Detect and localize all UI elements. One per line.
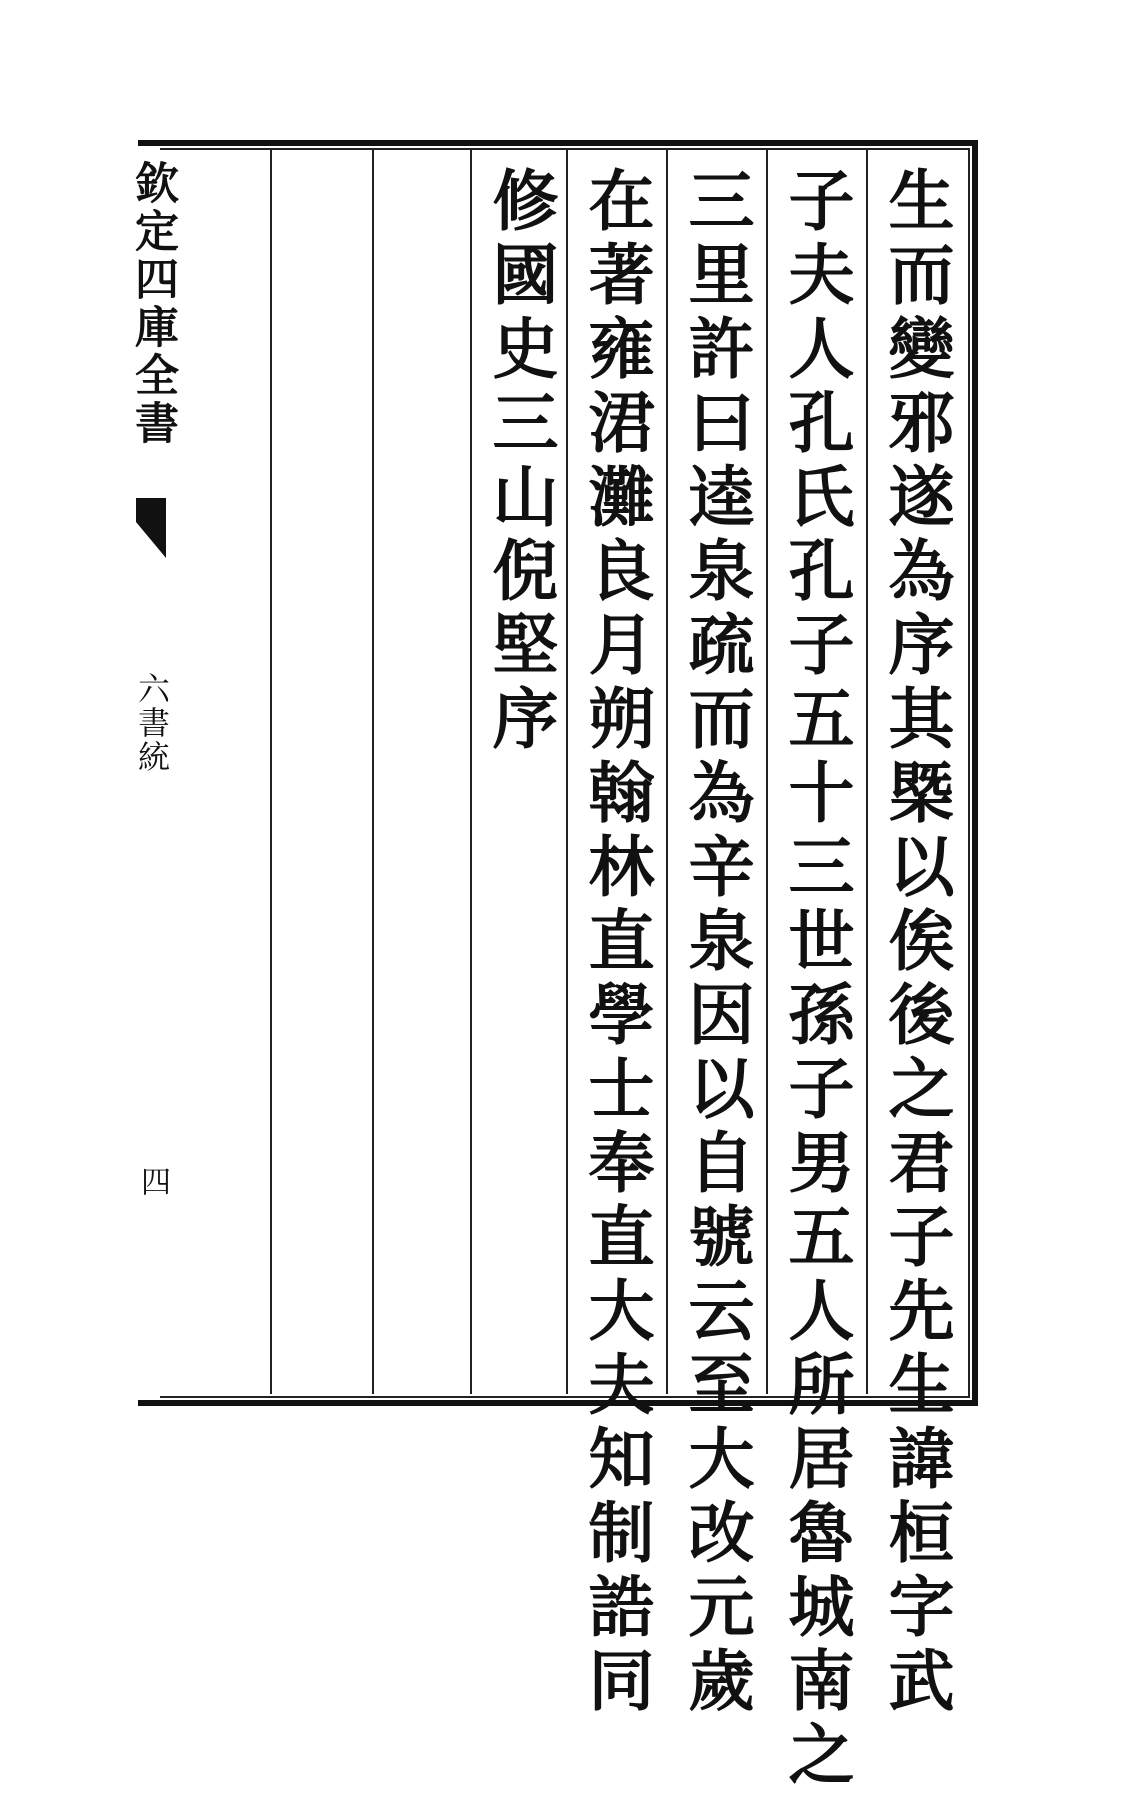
margin-section-title: 六書統 — [133, 672, 171, 774]
column-rule — [470, 150, 472, 1394]
column-rule — [566, 150, 568, 1394]
text-column-3: 三里許曰逵泉疏而為辛泉因以自號云至大改元歲 — [677, 166, 755, 1720]
column-rule — [270, 150, 272, 1394]
text-column-2: 子夫人孔氏孔子五十三世孫子男五人所居魯城南之 — [777, 166, 855, 1794]
column-rule — [666, 150, 668, 1394]
margin-page-number: 四 — [135, 1166, 170, 1196]
column-rule — [866, 150, 868, 1394]
text-column-4: 在著雍涒灘良月朔翰林直學士奉直大夫知制誥同 — [577, 166, 655, 1720]
margin-book-title: 欽定四庫全書 — [127, 160, 178, 448]
text-column-5: 修國史三山倪堅序 — [481, 166, 559, 758]
column-rule — [372, 150, 374, 1394]
text-column-1: 生而變邪遂為序其槩以俟後之君子先生諱桓字武 — [877, 166, 955, 1720]
column-rule — [766, 150, 768, 1394]
